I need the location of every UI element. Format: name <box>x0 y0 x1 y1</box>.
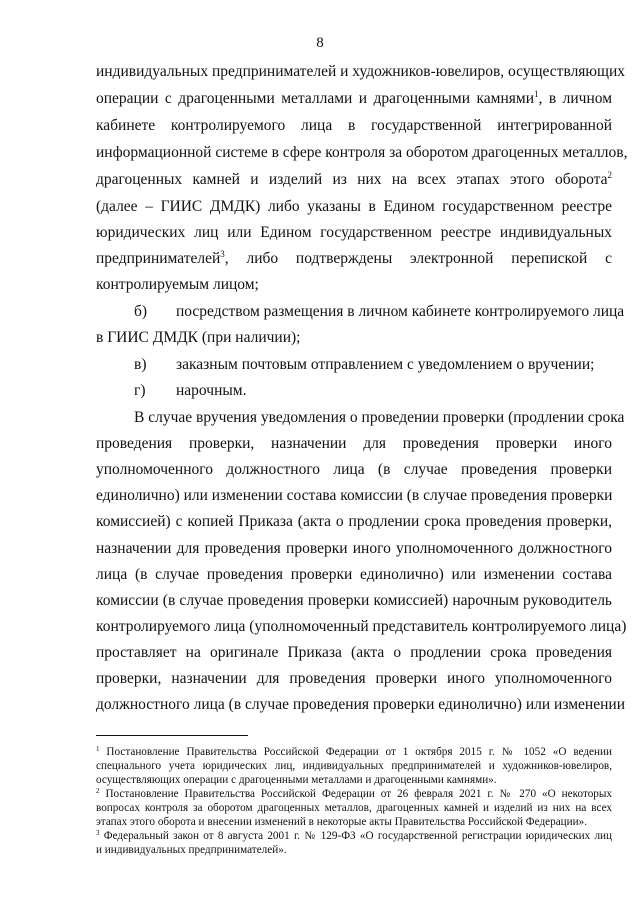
footnote-3-line: и индивидуальных предпринимателей». <box>96 844 287 856</box>
list-label-g: г) <box>134 382 146 399</box>
body-line: операции с драгоценными металлами и драгоценными камнями$^1$, в личном <box>96 89 612 107</box>
list-item-v: заказным почтовым отправлением с уведомлением о вручении; <box>176 356 595 373</box>
list-item-b: посредством размещения в личном кабинете контролируемого лица <box>176 303 625 320</box>
list-label-b: б) <box>134 303 148 320</box>
list-label-v: в) <box>134 356 147 373</box>
paragraph-line: единолично) или изменении состава комиссии (в случае проведения проверки <box>96 487 613 504</box>
paragraph-line: комиссией) с копией Приказа (акта о продлении срока проведения проверки, <box>96 513 612 530</box>
body-line: драгоценных камней и изделий из них на всех этапах этого оборота$^2$ <box>96 170 612 188</box>
paragraph-line: лица (в случае проведения проверки единолично) или изменении состава <box>96 566 612 583</box>
footnote-separator <box>96 735 248 736</box>
footnote-3: $^3$ Федеральный закон от 8 августа 2001 г. № 129-ФЗ «О государственной регистрации юридических лиц <box>96 829 612 842</box>
page-number: 8 <box>316 35 324 51</box>
footnote-2-line: этапах этого оборота и внесении изменений в некоторые акты Правительства Российской Федерации». <box>96 816 588 828</box>
body-line: кабинете контролируемого лица в государственной интегрированной <box>96 117 612 134</box>
footnote-1: $^1$ Постановление Правительства Российской Федерации от 1 октября 2015 г. № 1052 «О ведении <box>96 745 612 758</box>
body-line: контролируемым лицом; <box>96 276 259 293</box>
body-line: предпринимателей$^3$, либо подтверждены электронной перепиской с <box>96 249 612 267</box>
body-line: юридических лиц или Едином государственном реестре индивидуальных <box>96 224 612 241</box>
paragraph-line: назначении для проведения проверки иного уполномоченного должностного <box>96 540 612 557</box>
list-item-g: нарочным. <box>176 382 247 399</box>
paragraph-line: уполномоченного должностного лица (в случае проведения проверки <box>96 461 612 478</box>
paragraph-line: должностного лица (в случае проведения проверки единолично) или изменении <box>96 696 625 713</box>
footnote-2-line: вопросах контроля за оборотом драгоценных металлов, драгоценных камней и изделий из них на всех <box>96 802 612 814</box>
footnote-ref-1: 1 <box>534 89 539 99</box>
footnote-ref-2: 2 <box>607 170 612 180</box>
footnote-1-line: осуществляющих операции с драгоценными металлами и драгоценными камнями». <box>96 774 497 786</box>
body-line: индивидуальных предпринимателей и художников-ювелиров, осуществляющих <box>96 63 625 80</box>
paragraph-line: проверки, назначении для проведения проверки иного уполномоченного <box>96 670 612 687</box>
footnote-2: $^2$ Постановление Правительства Российской Федерации от 26 февраля 2021 г. № 270 «О некоторых <box>96 787 612 800</box>
footnote-1-line: специального учета юридических лиц, индивидуальных предпринимателей и художников-ювелиров, <box>96 760 612 772</box>
paragraph-line: комиссии (в случае проведения проверки комиссией) нарочным руководитель <box>96 592 612 609</box>
body-line: информационной системе в сфере контроля за оборотом драгоценных металлов, <box>96 144 628 161</box>
list-item-b-cont: в ГИИС ДМДК (при наличии); <box>96 329 301 346</box>
paragraph-line: контролируемого лица (уполномоченный представитель контролируемого лица) <box>96 618 627 635</box>
paragraph-line: проведения проверки, назначении для проведения проверки иного <box>96 435 612 452</box>
paragraph-line: В случае вручения уведомления о проведении проверки (продлении срока <box>134 409 625 426</box>
footnote-ref-3: 3 <box>220 249 225 259</box>
paragraph-line: проставляет на оригинале Приказа (акта о продлении срока проведения <box>96 644 612 661</box>
body-line: (далее – ГИИС ДМДК) либо указаны в Едином государственном реестре <box>96 198 612 215</box>
